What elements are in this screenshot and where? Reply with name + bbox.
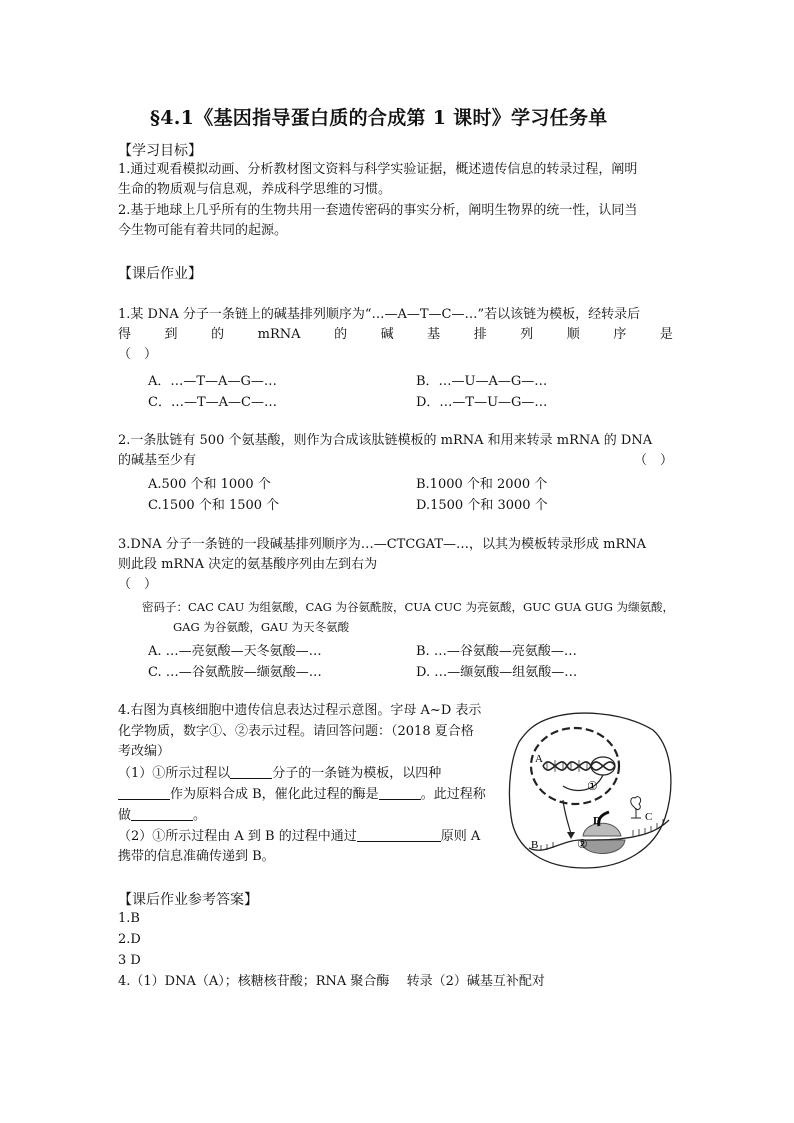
q2-option-c: C.1500 个和 1500 个 [148,498,280,513]
q3-stem: 3.DNA 分子一条链的一段碱基排列顺序为…—CTCGAT—…，以其为模板转录形成 mRNA [118,537,647,552]
label-b: B [531,839,539,851]
q1-word: 到 [164,327,178,342]
q4-part2: （2）①所示过程由 A 到 B 的过程中通过 原则 A [118,829,481,844]
q1-option-c: C．…—T—A—C—… [148,395,277,410]
answer-item: 4.（1）DNA（A）；核糖核苷酸；RNA 聚合酶 转录（2）碱基互补配对 [118,974,545,989]
q1-word: 碱 [380,327,394,342]
label-d: D [593,815,601,827]
q1-option-a: A．…—T—A—G—… [148,374,277,389]
q1-word: 序 [613,327,627,342]
fill-blank[interactable] [230,764,272,779]
page-title: §4.1《基因指导蛋白质的合成第 1 课时》学习任务单 [150,107,608,129]
q1-stem: 1.某 DNA 分子一条链上的碱基排列顺序为“…—A—T—C—…”若以该链为模板，经转录后 [118,307,641,322]
q1-option-b: B．…—U—A—G—… [416,374,548,389]
objective-line: 2.基于地球上几乎所有的生物共用一套遗传密码的事实分析，阐明生物界的统一性，认同当 [118,203,638,218]
q1-word: 的 [334,327,348,342]
q3-stem: 则此段 mRNA 决定的氨基酸序列由左到右为 [118,557,378,572]
q2-option-d: D.1500 个和 3000 个 [416,498,548,513]
q4-part1: 做 。 [118,808,207,823]
q3-option-d: D. …—缬氨酸—组氨酸—… [416,665,578,680]
label-c: C [645,811,653,823]
q3-codon-table: 密码子：CAC CAU 为组氨酸，CAG 为谷氨酰胺，CUA CUC 为亮氨酸，GUC GUA GUG 为缬氨酸， [142,600,675,614]
answer-item: 3 D [118,953,141,968]
q3-option-b: B. …—谷氨酸—亮氨酸—… [416,644,577,659]
q1-word: 基 [427,327,441,342]
q3-option-c: C. …—谷氨酰胺—缬氨酸—… [148,665,322,680]
answer-item: 2.D [118,932,141,947]
q2-stem: 2.一条肽链有 500 个氨基酸，则作为合成该肽链模板的 mRNA 和用来转录 mRNA 的 DNA [118,433,653,448]
answers-heading: 【课后作业参考答案】 [118,892,258,908]
fill-blank[interactable] [379,785,421,800]
q1-option-d: D．…—T—U—G—… [416,395,548,410]
q4-part1: 作为原料合成 B，催化此过程的酶是 。此过程称 [118,785,486,804]
q1-word: 的 [211,327,225,342]
trna [631,797,641,818]
q1-word: 得 [118,327,132,342]
answer-item: 1.B [118,911,140,926]
fill-blank[interactable] [118,785,170,800]
q2-option-b: B.1000 个和 2000 个 [416,477,548,492]
arrow-head [567,832,575,839]
objective-line: 1.通过观看模拟动画、分析教材图文资料与科学实验证据，概述遗传信息的转录过程，阐明 [118,162,638,177]
q4-stem: 考改编） [118,744,171,759]
label-a: A [535,753,543,765]
q4-stem: 4.右图为真核细胞中遗传信息表达过程示意图。字母 A~D 表示 [118,703,482,718]
q3-codon-table: GAG 为谷氨酸，GAU 为天冬氨酸 [173,620,350,634]
nuclear-envelope [531,728,619,804]
q4-part2: 携带的信息准确传递到 B。 [118,849,275,864]
q4-stem: 化学物质，数字①、②表示过程。请回答问题：（2018 夏合格 [118,724,474,739]
q1-word: 顺 [566,327,580,342]
q1-answer-paren: （ ） [118,347,158,362]
q3-option-a: A. …—亮氨酸—天冬氨酸—… [148,644,322,659]
cell-expression-diagram [505,708,675,873]
fill-blank[interactable] [131,806,193,821]
homework-heading: 【课后作业】 [118,266,202,282]
objective-line: 生命的物质观与信息观，养成科学思维的习惯。 [118,182,392,197]
q1-word: 排 [473,327,487,342]
q4-part1: （1）①所示过程以 分子的一条链为模板，以四种 [118,766,442,781]
objectives-heading: 【学习目标】 [118,143,202,159]
q1-word: 列 [520,327,534,342]
transport-arrow [563,800,571,834]
q2-option-a: A.500 个和 1000 个 [148,477,271,492]
label-process-2: ② [577,837,588,851]
q1-word: mRNA [257,327,301,342]
label-process-1: ① [587,779,598,793]
objective-line: 今生物可能有着共同的起源。 [118,223,288,238]
q1-word: 是 [659,327,673,342]
q2-answer-paren: （ ） [634,453,674,468]
q3-answer-paren: （ ） [118,577,158,592]
q1-stem-justified [118,326,673,344]
ribosome-small-subunit [583,823,621,836]
q2-stem: 的碱基至少有 [118,453,197,468]
fill-blank[interactable] [357,827,441,842]
